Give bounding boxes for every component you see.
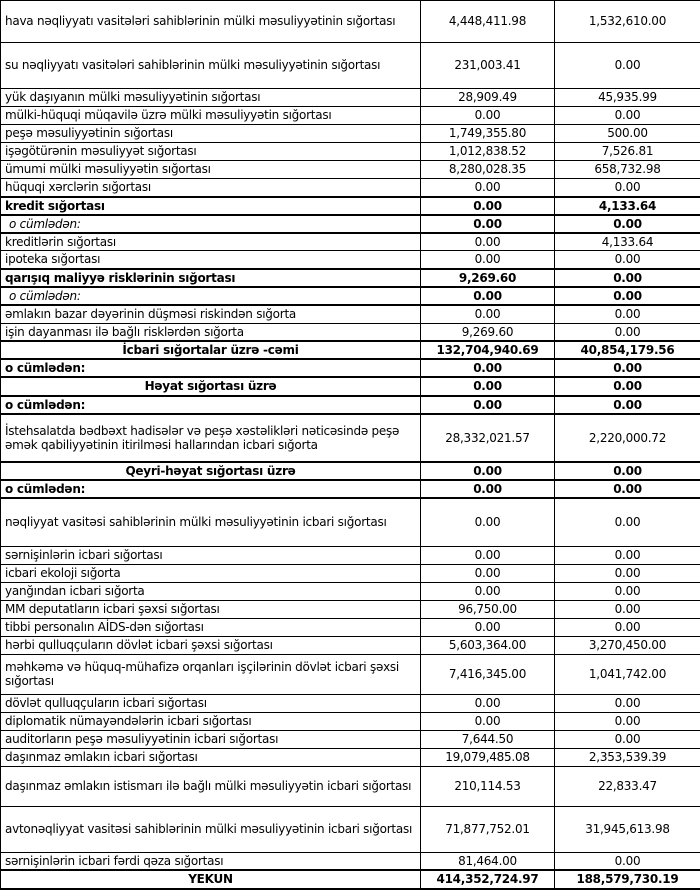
row-value-cell-col1: 0.00 <box>421 564 555 582</box>
table-row <box>1 341 700 359</box>
table-row <box>1 179 700 197</box>
row-value-cell-col1: 0.00 <box>421 197 555 215</box>
row-label-cell: su nəqliyyatı vasitələri sahiblərinin mülki məsuliyyətinin sığortası <box>1 43 421 89</box>
row-value-cell-col1: 0.00 <box>421 377 555 395</box>
table-row <box>1 377 700 395</box>
row-value-cell-col2: 0.00 <box>555 498 700 546</box>
row-value-cell-col2: 1,041,742.00 <box>555 654 700 694</box>
row-value-cell-col2: 0.00 <box>555 377 700 395</box>
row-label-cell: Həyat sığortası üzrə <box>1 377 421 395</box>
table-row <box>1 161 700 179</box>
row-label-cell: peşə məsuliyyətinin sığortası <box>1 125 421 143</box>
table-row <box>1 414 700 462</box>
row-label-cell: ümumi mülki məsuliyyətin sığortası <box>1 161 421 179</box>
row-value-cell-col2: 0.00 <box>555 564 700 582</box>
row-label-cell: YEKUN <box>1 870 421 889</box>
row-label-cell: hava nəqliyyatı vasitələri sahiblərinin mülki məsuliyyətinin sığortası <box>1 1 421 43</box>
row-value-cell-col2: 0.00 <box>555 269 700 287</box>
row-label-cell: Qeyri-həyat sığortası üzrə <box>1 462 421 480</box>
table-row <box>1 748 700 766</box>
row-value-cell-col1: 4,448,411.98 <box>421 1 555 43</box>
row-value-cell-col1: 0.00 <box>421 179 555 197</box>
row-value-cell-col1: 0.00 <box>421 287 555 305</box>
table-row <box>1 730 700 748</box>
row-value-cell-col1: 5,603,364.00 <box>421 636 555 654</box>
row-value-cell-col1: 0.00 <box>421 107 555 125</box>
row-value-cell-col1: 28,909.49 <box>421 89 555 107</box>
row-value-cell-col2: 1,532,610.00 <box>555 1 700 43</box>
row-value-cell-col2: 2,353,539.39 <box>555 748 700 766</box>
row-value-cell-col1: 0.00 <box>421 215 555 233</box>
row-value-cell-col2: 0.00 <box>555 43 700 89</box>
row-value-cell-col1: 96,750.00 <box>421 600 555 618</box>
row-value-cell-col2: 0.00 <box>555 694 700 712</box>
row-value-cell-col2: 7,526.81 <box>555 143 700 161</box>
table-row <box>1 197 700 215</box>
row-value-cell-col1: 7,416,345.00 <box>421 654 555 694</box>
table-row <box>1 233 700 251</box>
row-value-cell-col2: 0.00 <box>555 359 700 377</box>
row-value-cell-col1: 414,352,724.97 <box>421 870 555 889</box>
row-label-cell: o cümlədən: <box>1 396 421 414</box>
row-value-cell-col1: 132,704,940.69 <box>421 341 555 359</box>
row-value-cell-col1: 1,749,355.80 <box>421 125 555 143</box>
row-value-cell-col1: 0.00 <box>421 480 555 498</box>
row-value-cell-col1: 0.00 <box>421 712 555 730</box>
row-value-cell-col2: 0.00 <box>555 712 700 730</box>
row-label-cell: o cümlədən: <box>1 359 421 377</box>
row-value-cell-col2: 4,133.64 <box>555 233 700 251</box>
row-value-cell-col1: 231,003.41 <box>421 43 555 89</box>
row-label-cell: kreditlərin sığortası <box>1 233 421 251</box>
row-value-cell-col1: 0.00 <box>421 396 555 414</box>
table-row <box>1 870 700 889</box>
table-row <box>1 359 700 377</box>
row-value-cell-col1: 0.00 <box>421 305 555 323</box>
row-value-cell-col2: 0.00 <box>555 251 700 269</box>
row-value-cell-col2: 0.00 <box>555 287 700 305</box>
row-value-cell-col2: 0.00 <box>555 305 700 323</box>
row-label-cell: qarışıq maliyyə risklərinin sığortası <box>1 269 421 287</box>
table-row <box>1 143 700 161</box>
row-label-cell: daşınmaz əmlakın istismarı ilə bağlı mülki məsuliyyətin icbari sığortası <box>1 766 421 806</box>
table-row <box>1 618 700 636</box>
row-value-cell-col2: 31,945,613.98 <box>555 806 700 852</box>
row-label-cell: yanğından icbari sığorta <box>1 582 421 600</box>
table-row <box>1 1 700 43</box>
row-value-cell-col2: 22,833.47 <box>555 766 700 806</box>
table-row <box>1 654 700 694</box>
row-value-cell-col1: 19,079,485.08 <box>421 748 555 766</box>
row-label-cell: nəqliyyat vasitəsi sahiblərinin mülki məsuliyyətinin icbari sığortası <box>1 498 421 546</box>
table-row <box>1 498 700 546</box>
row-label-cell: İcbari sığortalar üzrə -cəmi <box>1 341 421 359</box>
row-label-cell: tibbi personalın AİDS-dən sığortası <box>1 618 421 636</box>
row-value-cell-col1: 210,114.53 <box>421 766 555 806</box>
row-label-cell: işəgötürənin məsuliyyət sığortası <box>1 143 421 161</box>
table-row <box>1 43 700 89</box>
table-row <box>1 694 700 712</box>
row-label-cell: sərnişinlərin icbari sığortası <box>1 546 421 564</box>
row-value-cell-col1: 9,269.60 <box>421 323 555 341</box>
table-row <box>1 636 700 654</box>
row-value-cell-col2: 0.00 <box>555 107 700 125</box>
row-value-cell-col1: 8,280,028.35 <box>421 161 555 179</box>
row-label-cell: işin dayanması ilə bağlı risklərdən sığorta <box>1 323 421 341</box>
row-label-cell: o cümlədən: <box>1 215 421 233</box>
row-value-cell-col2: 40,854,179.56 <box>555 341 700 359</box>
row-label-cell: məhkəmə və hüquq-mühafizə orqanları işçilərinin dövlət icbari şəxsi sığortası <box>1 654 421 694</box>
row-value-cell-col2: 0.00 <box>555 480 700 498</box>
table-row <box>1 251 700 269</box>
row-value-cell-col1: 0.00 <box>421 694 555 712</box>
row-value-cell-col1: 0.00 <box>421 618 555 636</box>
row-label-cell: mülki-hüquqi müqavilə üzrə mülki məsuliyyətin sığortası <box>1 107 421 125</box>
table-row <box>1 462 700 480</box>
table-row <box>1 215 700 233</box>
row-value-cell-col2: 0.00 <box>555 852 700 870</box>
row-value-cell-col1: 0.00 <box>421 582 555 600</box>
table-row <box>1 287 700 305</box>
table-row <box>1 323 700 341</box>
table-row <box>1 125 700 143</box>
row-label-cell: dövlət qulluqçuların icbari sığortası <box>1 694 421 712</box>
row-label-cell: sərnişinlərin icbari fərdi qəza sığortası <box>1 852 421 870</box>
row-value-cell-col2: 0.00 <box>555 396 700 414</box>
row-value-cell-col2: 0.00 <box>555 323 700 341</box>
row-value-cell-col2: 0.00 <box>555 462 700 480</box>
table-row <box>1 582 700 600</box>
row-value-cell-col1: 9,269.60 <box>421 269 555 287</box>
row-label-cell: əmlakın bazar dəyərinin düşməsi riskindən sığorta <box>1 305 421 323</box>
table-row <box>1 305 700 323</box>
row-value-cell-col2: 0.00 <box>555 730 700 748</box>
table-row <box>1 546 700 564</box>
table-row <box>1 89 700 107</box>
row-value-cell-col1: 0.00 <box>421 233 555 251</box>
row-value-cell-col2: 188,579,730.19 <box>555 870 700 889</box>
table-row <box>1 712 700 730</box>
table-row <box>1 480 700 498</box>
row-value-cell-col1: 28,332,021.57 <box>421 414 555 462</box>
table-row <box>1 107 700 125</box>
row-value-cell-col1: 71,877,752.01 <box>421 806 555 852</box>
row-value-cell-col1: 0.00 <box>421 546 555 564</box>
row-value-cell-col1: 7,644.50 <box>421 730 555 748</box>
row-value-cell-col2: 3,270,450.00 <box>555 636 700 654</box>
row-value-cell-col1: 0.00 <box>421 359 555 377</box>
table-row <box>1 852 700 870</box>
row-value-cell-col2: 2,220,000.72 <box>555 414 700 462</box>
row-value-cell-col1: 1,012,838.52 <box>421 143 555 161</box>
row-label-cell: o cümlədən: <box>1 287 421 305</box>
report-table-body <box>1 1 700 890</box>
row-label-cell: kredit sığortası <box>1 197 421 215</box>
row-value-cell-col2: 0.00 <box>555 618 700 636</box>
row-label-cell: icbari ekoloji sığorta <box>1 564 421 582</box>
row-label-cell: daşınmaz əmlakın icbari sığortası <box>1 748 421 766</box>
row-label-cell: hərbi qulluqçuların dövlət icbari şəxsi sığortası <box>1 636 421 654</box>
table-row <box>1 600 700 618</box>
table-row <box>1 396 700 414</box>
row-label-cell: auditorların peşə məsuliyyətinin icbari sığortası <box>1 730 421 748</box>
row-label-cell: diplomatik nümayəndələrin icbari sığortası <box>1 712 421 730</box>
row-value-cell-col2: 4,133.64 <box>555 197 700 215</box>
row-label-cell: yük daşıyanın mülki məsuliyyətinin sığortası <box>1 89 421 107</box>
row-value-cell-col1: 0.00 <box>421 498 555 546</box>
row-value-cell-col1: 0.00 <box>421 462 555 480</box>
row-value-cell-col2: 658,732.98 <box>555 161 700 179</box>
row-label-cell: MM deputatların icbari şəxsi sığortası <box>1 600 421 618</box>
row-value-cell-col2: 0.00 <box>555 546 700 564</box>
row-label-cell: o cümlədən: <box>1 480 421 498</box>
row-value-cell-col1: 0.00 <box>421 251 555 269</box>
table-row <box>1 269 700 287</box>
row-label-cell: hüquqi xərclərin sığortası <box>1 179 421 197</box>
table-row <box>1 806 700 852</box>
row-value-cell-col2: 0.00 <box>555 215 700 233</box>
row-value-cell-col1: 81,464.00 <box>421 852 555 870</box>
row-value-cell-col2: 0.00 <box>555 600 700 618</box>
row-label-cell: avtonəqliyyat vasitəsi sahiblərinin mülki məsuliyyətinin icbari sığortası <box>1 806 421 852</box>
row-value-cell-col2: 500.00 <box>555 125 700 143</box>
table-row <box>1 766 700 806</box>
row-value-cell-col2: 0.00 <box>555 179 700 197</box>
row-value-cell-col2: 45,935.99 <box>555 89 700 107</box>
row-value-cell-col2: 0.00 <box>555 582 700 600</box>
row-label-cell: İstehsalatda bədbəxt hadisələr və peşə xəstəlikləri nəticəsində peşə əmək qabiliyyətinin itirilməsi hallarından icbari sığorta <box>1 414 421 462</box>
row-label-cell: ipoteka sığortası <box>1 251 421 269</box>
table-row <box>1 564 700 582</box>
